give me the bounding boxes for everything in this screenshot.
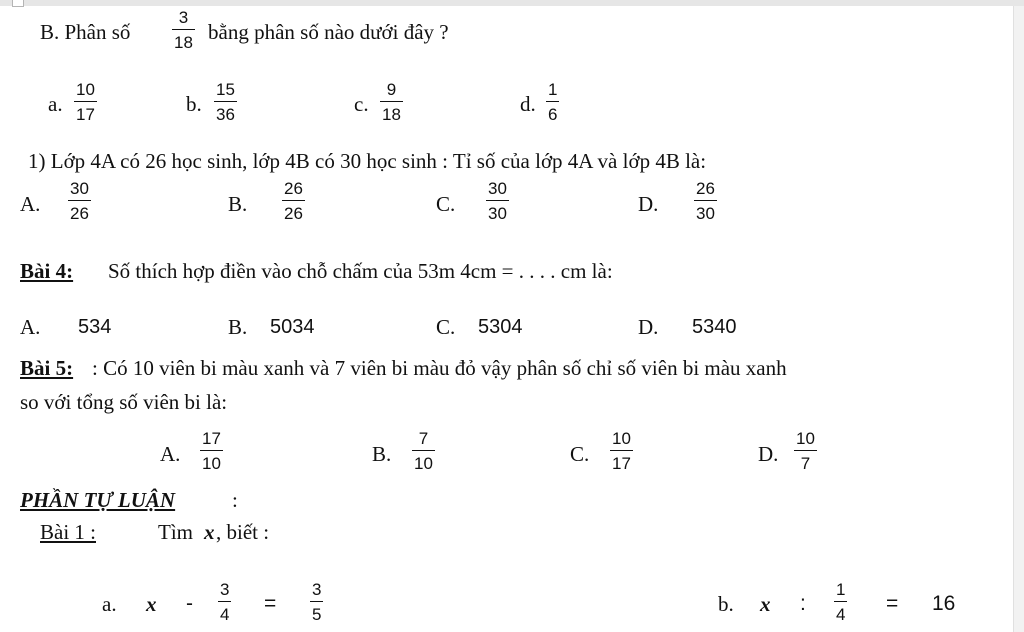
fraction-numerator: 3 (178, 8, 189, 27)
fraction-bar (380, 101, 403, 102)
option-label: c. (354, 92, 369, 116)
fraction-denominator: 4 (220, 605, 230, 624)
section-heading-colon: : (232, 488, 238, 512)
bai-4-title: Bài 4: (20, 259, 74, 283)
fraction-denominator: 26 (70, 204, 89, 223)
fraction-denominator: 6 (548, 105, 558, 124)
fraction-numerator: 30 (70, 179, 89, 198)
bai-1-title: Bài 1 : (40, 520, 96, 544)
fraction-bar (412, 450, 435, 451)
bai-1-variable: x (204, 520, 215, 544)
fraction-numerator: 10 (76, 80, 95, 99)
window-top-strip (0, 0, 1024, 6)
scrollbar-track[interactable] (1013, 6, 1024, 632)
fraction-denominator: 5 (312, 605, 322, 624)
question-b-suffix: bằng phân số nào dưới đây ? (208, 20, 449, 44)
part-b-fraction (834, 580, 847, 624)
bai-4-text: Số thích hợp điền vào chỗ chấm của 53m 4cm = . . . . cm là: (108, 259, 613, 283)
fraction-bar (200, 450, 223, 451)
fraction-bar (214, 101, 237, 102)
option-label: B. (372, 442, 392, 466)
option-label: d. (520, 92, 536, 116)
bai-1-text-pre: Tìm (158, 520, 193, 544)
part-b-label: b. (718, 592, 734, 616)
fraction-bar (834, 601, 847, 602)
fraction-numerator: 3 (312, 580, 322, 599)
fraction-bar (218, 601, 231, 602)
option-label: C. (570, 442, 590, 466)
option-label: A. (20, 315, 41, 339)
option-label: D. (758, 442, 779, 466)
fraction-denominator: 18 (174, 33, 193, 52)
fraction-numerator: 10 (612, 429, 631, 448)
bai-5-text-line1: : Có 10 viên bi màu xanh và 7 viên bi màu đỏ vậy phân số chỉ số viên bi màu xanh (92, 356, 787, 380)
option-fraction[interactable] (282, 179, 305, 223)
fraction-numerator: 1 (548, 80, 558, 99)
option-label: D. (638, 192, 659, 216)
fraction-bar (74, 101, 97, 102)
fraction-numerator: 30 (488, 179, 507, 198)
fraction-bar (68, 200, 91, 201)
fraction-numerator: 26 (284, 179, 303, 198)
option-fraction[interactable] (412, 429, 435, 473)
fraction-numerator: 10 (796, 429, 815, 448)
option-label: a. (48, 92, 63, 116)
option-value[interactable]: 534 (78, 316, 112, 338)
option-fraction[interactable] (546, 80, 559, 124)
fraction-denominator: 10 (414, 454, 433, 473)
fraction-denominator: 7 (800, 454, 811, 473)
question-b-fraction (172, 8, 195, 52)
fraction-denominator: 4 (836, 605, 846, 624)
fraction-numerator: 9 (386, 80, 397, 99)
option-fraction[interactable] (68, 179, 91, 223)
question-b-prefix: B. Phân số (40, 20, 131, 44)
fraction-numerator: 7 (418, 429, 429, 448)
fraction-bar (486, 200, 509, 201)
option-value[interactable]: 5304 (478, 316, 523, 338)
bai-5-title: Bài 5: (20, 356, 74, 380)
option-fraction[interactable] (200, 429, 223, 473)
fraction-bar (610, 450, 633, 451)
bai-1-text-post: , biết : (216, 520, 270, 544)
section-heading-tu-luan: PHẦN TỰ LUẬN (20, 488, 176, 512)
option-label: B. (228, 192, 248, 216)
option-label: C. (436, 192, 456, 216)
fraction-denominator: 17 (76, 105, 95, 124)
option-fraction[interactable] (610, 429, 633, 473)
fraction-numerator: 26 (696, 179, 715, 198)
option-fraction[interactable] (214, 80, 237, 124)
part-a-operator: - (186, 592, 193, 615)
option-fraction[interactable] (694, 179, 717, 223)
question-1-text: 1) Lớp 4A có 26 học sinh, lớp 4B có 30 học sinh : Tỉ số của lớp 4A và lớp 4B là: (28, 149, 707, 173)
option-label: B. (228, 315, 248, 339)
fraction-numerator: 17 (202, 429, 221, 448)
part-b-result: 16 (932, 592, 956, 615)
option-fraction[interactable] (486, 179, 509, 223)
part-a-equals: = (264, 592, 277, 615)
part-a-fraction-1 (218, 580, 231, 624)
part-b-variable: x (760, 592, 771, 616)
option-label: b. (186, 92, 202, 116)
part-b-equals: = (886, 592, 899, 615)
option-label: D. (638, 315, 659, 339)
fraction-denominator: 18 (382, 105, 401, 124)
fraction-bar (694, 200, 717, 201)
fraction-bar (310, 601, 323, 602)
fraction-denominator: 10 (202, 454, 221, 473)
fraction-denominator: 36 (216, 105, 235, 124)
bai-5-text-line2: so với tổng số viên bi là: (20, 390, 228, 414)
option-fraction[interactable] (380, 80, 403, 124)
part-a-fraction-2 (310, 580, 323, 624)
fraction-numerator: 1 (836, 580, 846, 599)
fraction-denominator: 30 (488, 204, 507, 223)
option-label: A. (160, 442, 181, 466)
option-fraction[interactable] (74, 80, 97, 124)
fraction-bar (794, 450, 817, 451)
part-a-label: a. (102, 592, 117, 616)
fraction-numerator: 3 (220, 580, 230, 599)
fraction-bar (172, 29, 195, 30)
part-b-operator: : (800, 592, 806, 615)
part-a-variable: x (146, 592, 157, 616)
fraction-denominator: 30 (696, 204, 715, 223)
option-value[interactable]: 5034 (270, 316, 315, 338)
fraction-denominator: 26 (284, 204, 303, 223)
option-label: C. (436, 315, 456, 339)
option-label: A. (20, 192, 41, 216)
option-value[interactable]: 5340 (692, 316, 737, 338)
fraction-bar (282, 200, 305, 201)
fraction-numerator: 15 (216, 80, 235, 99)
fraction-bar (546, 101, 559, 102)
option-fraction[interactable] (794, 429, 817, 473)
fraction-denominator: 17 (612, 454, 631, 473)
page-corner-marker (12, 0, 24, 7)
